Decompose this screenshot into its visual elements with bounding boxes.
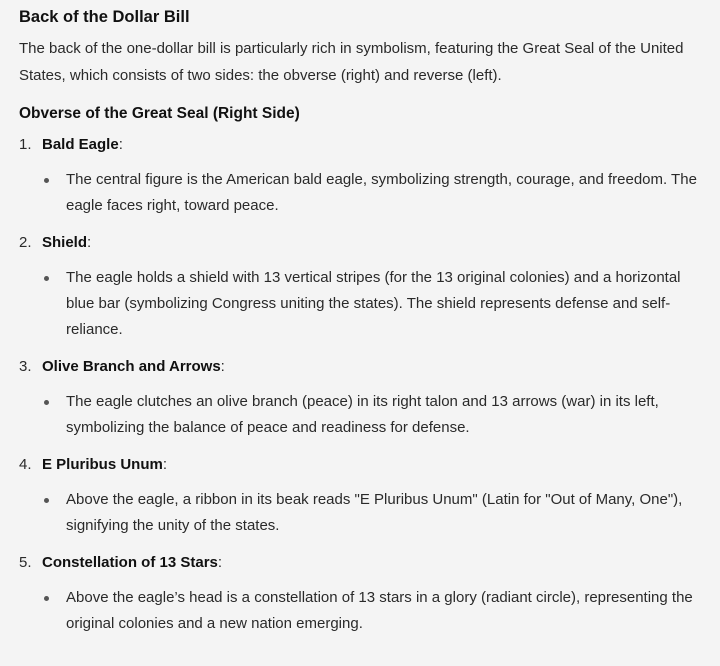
item-colon: : <box>217 554 223 571</box>
item-colon: : <box>220 358 225 375</box>
section-title: Back of the Dollar Bill <box>19 8 190 26</box>
bullet-text: Above the eagle’s head is a constellation of 13 stars in a glory (radiant circle), representing the original colonies and a new nation emerging. <box>66 589 693 632</box>
bullet-text: The central figure is the American bald eagle, symbolizing strength, courage, and freedom. The eagle faces right, toward peace. <box>66 171 697 214</box>
bullet-item <box>19 389 706 441</box>
item-title: Constellation of 13 Stars <box>42 554 218 571</box>
item-number: 1. <box>19 136 32 153</box>
bullet-list <box>19 487 706 539</box>
item-colon: : <box>162 456 168 473</box>
bullet-icon <box>19 167 66 219</box>
item-colon: : <box>118 136 123 153</box>
item-colon: : <box>87 234 92 251</box>
item-title: Shield <box>42 234 88 251</box>
item-title: Bald Eagle <box>42 136 119 153</box>
bullet-list <box>19 389 706 441</box>
list-item <box>19 134 706 219</box>
list-item <box>19 552 706 637</box>
item-number: 3. <box>19 358 32 375</box>
bullet-text: Above the eagle, a ribbon in its beak reads "E Pluribus Unum" (Latin for "Out of Many, One"), signifying the unity of the states. <box>66 491 683 534</box>
bullet-item <box>19 585 706 637</box>
list-item <box>19 356 706 441</box>
bullet-text: The eagle clutches an olive branch (peace) in its right talon and 13 arrows (war) in its left, symbolizing the balance of peace and readiness for defense. <box>66 393 659 436</box>
bullet-list <box>19 585 706 637</box>
bullet-text: The eagle holds a shield with 13 vertical stripes (for the 13 original colonies) and a horizontal blue bar (symbolizing Congress uniting the states). The shield represents defense and self-reliance. <box>66 269 681 338</box>
numbered-list <box>19 134 706 637</box>
bullet-icon <box>19 487 66 539</box>
bullet-item <box>19 487 706 539</box>
item-number: 4. <box>19 456 32 473</box>
item-number: 2. <box>19 234 32 251</box>
bullet-item <box>19 265 706 343</box>
list-item <box>19 232 706 343</box>
bullet-list <box>19 167 706 219</box>
intro-paragraph: The back of the one-dollar bill is particularly rich in symbolism, featuring the Great Seal of the United States, which consists of two sides: the obverse (right) and reverse (left). <box>19 40 684 84</box>
item-number: 5. <box>19 554 32 571</box>
list-item <box>19 454 706 539</box>
bullet-icon <box>19 389 66 441</box>
item-title: E Pluribus Unum <box>42 456 163 473</box>
item-title: Olive Branch and Arrows <box>42 358 221 375</box>
bullet-item <box>19 167 706 219</box>
bullet-icon <box>19 585 66 637</box>
subsection-title: Obverse of the Great Seal (Right Side) <box>19 105 300 122</box>
bullet-icon <box>19 265 66 343</box>
bullet-list <box>19 265 706 343</box>
